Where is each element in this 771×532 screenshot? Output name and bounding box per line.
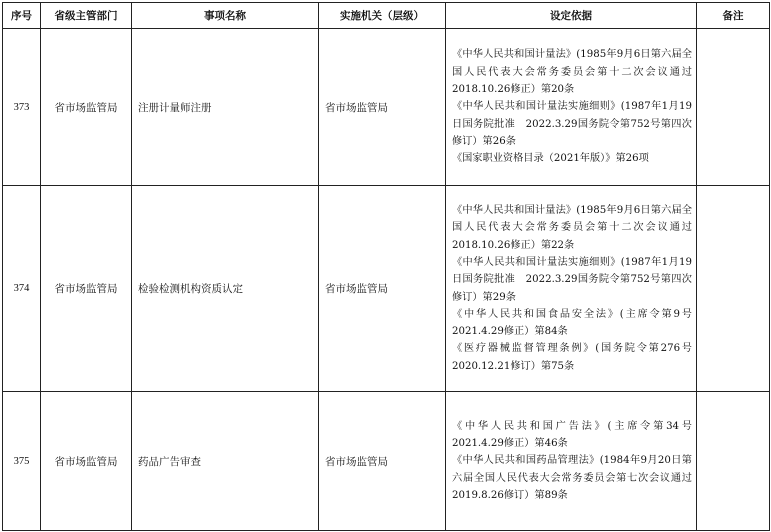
basis-entry: 《国家职业资格目录（2021年版）》第26项: [452, 153, 649, 165]
basis-entry: 《中华人民共和国药品管理法》(1984年9月20日第六届全国人民代表大会常务委员会第七次会议通过 2019.8.26修订）第89条: [452, 455, 703, 501]
row-number: 373: [3, 29, 41, 186]
row-department: 省市场监管局: [41, 392, 132, 531]
row-department: 省市场监管局: [41, 29, 132, 186]
header-basis: 设定依据: [446, 3, 697, 29]
row-agency: 省市场监管局: [319, 186, 446, 392]
row-remark: [697, 392, 770, 531]
row-number: 374: [3, 186, 41, 392]
header-remark: 备注: [697, 3, 770, 29]
basis-entry: 《医疗器械监督管理条例》(国务院令第276号 2020.12.21修订）第75条: [452, 343, 703, 372]
header-row: [3, 3, 770, 29]
row-basis: [446, 392, 703, 531]
header-dept: 省级主管部门: [41, 3, 132, 29]
table-row: [3, 392, 770, 531]
basis-entry: 《中华人民共和国食品安全法》(主席令第9号 2021.4.29修正）第84条: [452, 308, 703, 338]
basis-entry: 《中华人民共和国计量法》(1985年9月6日第六届全国人民代表大会常务委员会第十二次会议通过 2018.10.26修正）第20条: [452, 49, 703, 96]
row-basis: [446, 29, 703, 186]
header-num: 序号: [3, 3, 41, 29]
row-item-name: 药品广告审查: [132, 392, 319, 531]
items-table: [2, 2, 770, 531]
basis-entry: 《中华人民共和国计量法》(1985年9月6日第六届全国人民代表大会常务委员会第十二次会议通过 2018.10.26修正）第22条: [452, 205, 703, 251]
basis-entry: 《中华人民共和国广告法》(主席令第34号 2021.4.29修正）第46条: [452, 420, 703, 450]
header-agency: 实施机关（层级）: [319, 3, 446, 29]
header-name: 事项名称: [132, 3, 319, 29]
row-number: 375: [3, 392, 41, 531]
basis-entry: 《中华人民共和国计量法实施细则》(1987年1月19日国务院批准 2022.3.29国务院令第752号第四次修订）第29条: [452, 256, 692, 303]
row-remark: [697, 29, 770, 186]
row-agency: 省市场监管局: [319, 392, 446, 531]
row-remark: [697, 186, 770, 392]
row-agency: 省市场监管局: [319, 29, 446, 186]
basis-entry: 《中华人民共和国计量法实施细则》(1987年1月19日国务院批准 2022.3.29国务院令第752号第四次修订）第26条: [452, 101, 692, 147]
row-item-name: 注册计量师注册: [132, 29, 319, 186]
row-basis: [446, 186, 703, 392]
table-row: [3, 29, 770, 186]
row-department: 省市场监管局: [41, 186, 132, 392]
table-row: [3, 186, 770, 392]
row-item-name: 检验检测机构资质认定: [132, 186, 319, 392]
